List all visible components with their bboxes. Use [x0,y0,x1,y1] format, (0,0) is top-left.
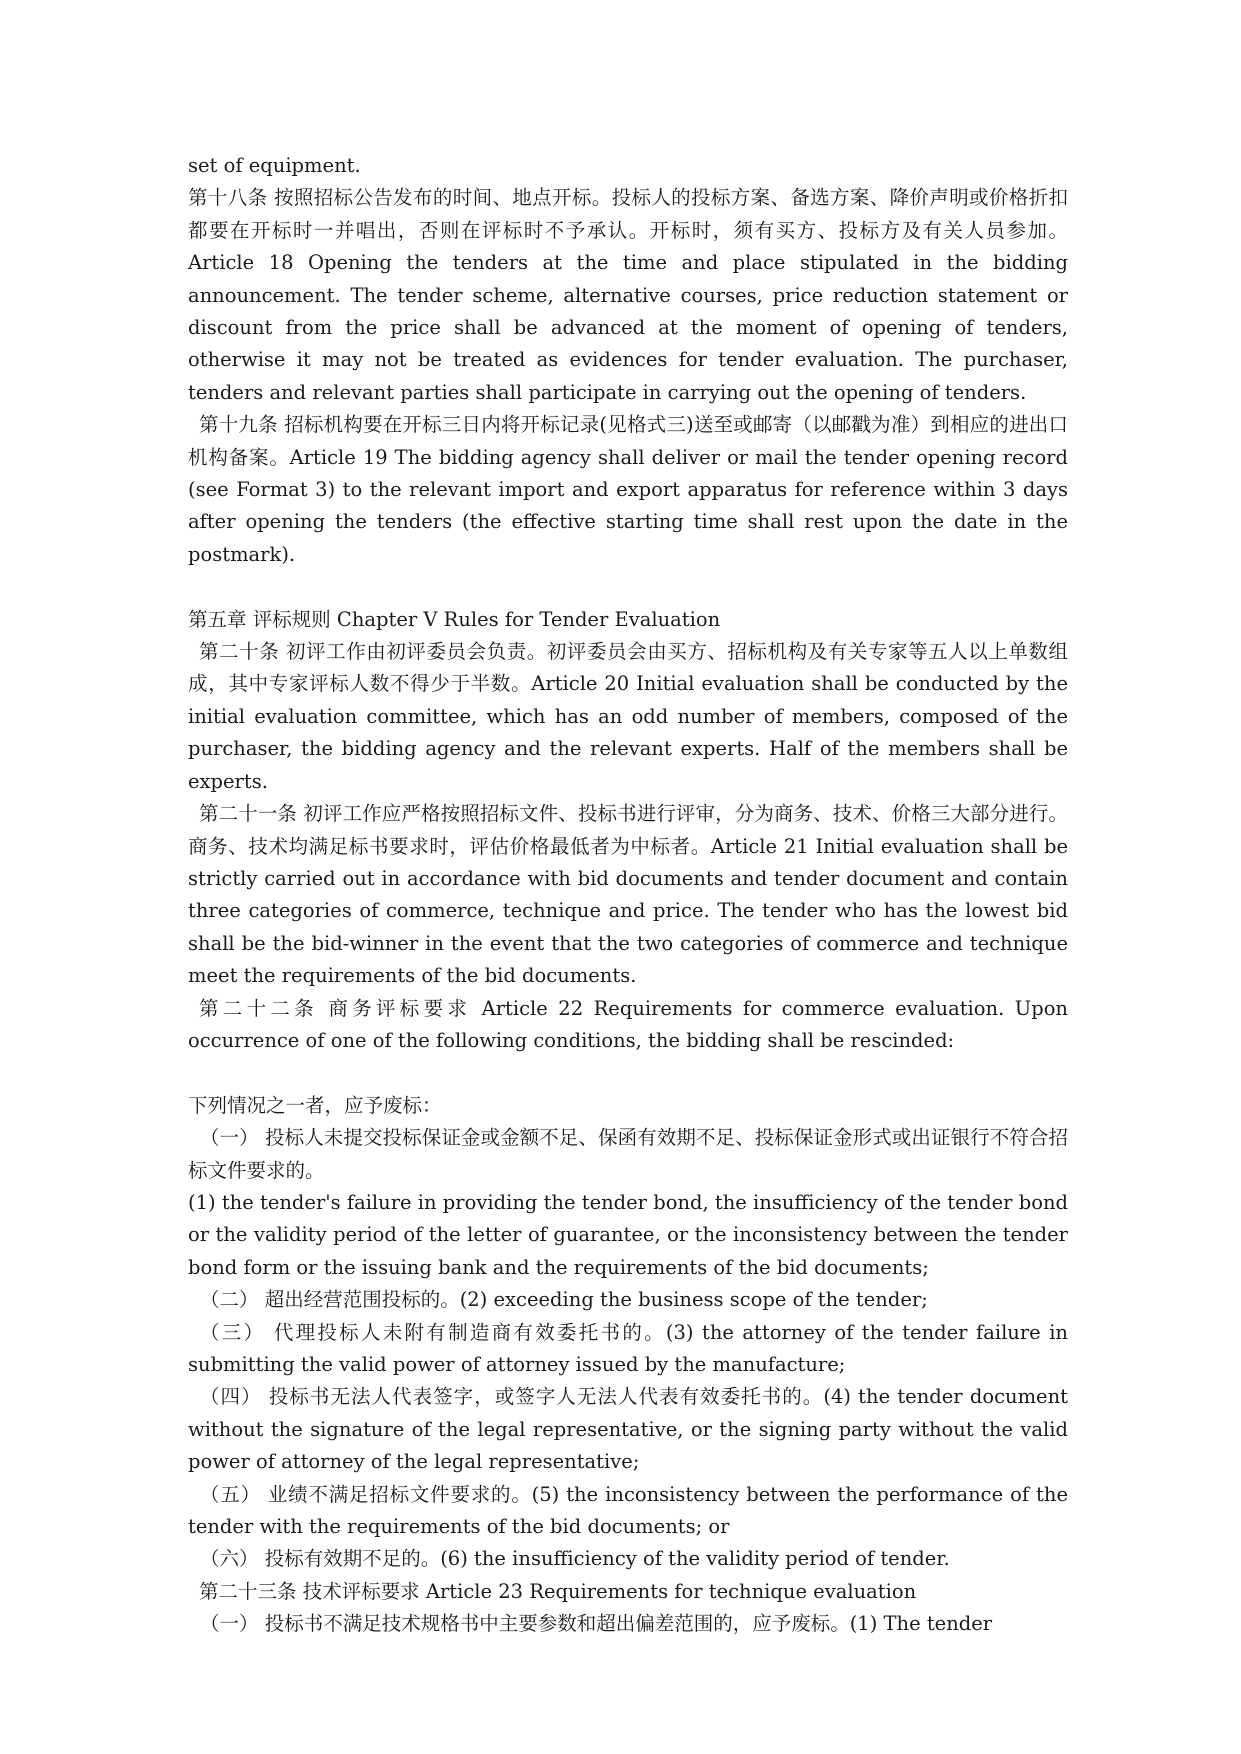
paragraph-intro: set of equipment. [188,154,361,177]
rescind-conditions-heading: 下列情况之一者，应予废标： [188,1093,442,1117]
condition-5: （五） 业绩不满足招标文件要求的。(5) the inconsistency between the performance of the tender with the requirements of the bid documents; or [188,1482,1068,1539]
condition-2: （二） 超出经营范围投标的。(2) exceeding the business scope of the tender; [200,1288,928,1312]
condition-1-en: (1) the tender's failure in providing the tender bond, the insufficiency of the tender bond or the validity period of the letter of guarantee, or the inconsistency between the tender bond form or the issuing bank and the requirements of the bid documents; [188,1190,1068,1279]
chapter-heading: 第五章 评标规则 Chapter V Rules for Tender Evaluation [188,607,721,631]
technique-condition-1: （一） 投标书不满足技术规格书中主要参数和超出偏差范围的，应予废标。(1) The tender [200,1612,993,1636]
article-21: 第二十一条 初评工作应严格按照招标文件、投标书进行评审，分为商务、技术、价格三大部分进行。商务、技术均满足标书要求时，评估价格最低者为中标者。Article 21 Initial evaluation shall be strictly carried out in accordance with bid documents and tender document and contain three categories of commerce, technique and price. The tender who has the lowest bid shall be the bid-winner in the event that the two categories of commerce and technique meet the requirements of the bid documents. [188,802,1068,988]
blank-line [188,571,1068,603]
article-23: 第二十三条 技术评标要求 Article 23 Requirements for technique evaluation [199,1579,917,1603]
article-20: 第二十条 初评工作由初评委员会负责。初评委员会由买方、招标机构及有关专家等五人以上单数组成，其中专家评标人数不得少于半数。Article 20 Initial evaluation shall be conducted by the initial evaluation committee, which has an odd number of members, composed of the purchaser, the bidding agency and the relevant experts. Half of the members shall be experts. [188,640,1068,793]
condition-3: （三） 代理投标人未附有制造商有效委托书的。(3) the attorney of the tender failure in submitting the valid power of attorney issued by the manufacture; [188,1320,1068,1376]
article-18: 第十八条 按照招标公告发布的时间、地点开标。投标人的投标方案、备选方案、降价声明或价格折扣都要在开标时一并唱出，否则在评标时不予承认。开标时，须有买方、投标方及有关人员参加。 Article 18 Opening the tenders at the time and place stipulated in the bidding announcement. The tender scheme, alternative courses, price reduction statement or discount from the price shall be advanced at the moment of opening of tenders, otherwise it may not be treated as evidences for tender evaluation. The purchaser, tenders and relevant parties shall participate in carrying out the opening of tenders. [188,186,1068,404]
article-22: 第二十二条 商务评标要求 Article 22 Requirements for commerce evaluation. Upon occurrence of one of the following conditions, the bidding shall be rescinded: [188,996,1068,1052]
document-page [188,150,1068,1641]
blank-line [188,1057,1068,1089]
condition-6: （六） 投标有效期不足的。(6) the insufficiency of the validity period of tender. [200,1547,950,1571]
condition-4: （四） 投标书无法人代表签字，或签字人无法人代表有效委托书的。(4) the tender document without the signature of the legal representative, or the signing party without the valid power of attorney of the legal representative; [188,1385,1068,1474]
article-19: 第十九条 招标机构要在开标三日内将开标记录(见格式三)送至或邮寄（以邮戳为准）到相应的进出口机构备案。Article 19 The bidding agency shall deliver or mail the tender opening record (see Format 3) to the relevant import and export apparatus for reference within 3 days after opening the tenders (the effective starting time shall rest upon the date in the postmark). [188,413,1068,566]
condition-1-cn: （一） 投标人未提交投标保证金或金额不足、保函有效期不足、投标保证金形式或出证银行不符合招标文件要求的。 [188,1126,1068,1182]
